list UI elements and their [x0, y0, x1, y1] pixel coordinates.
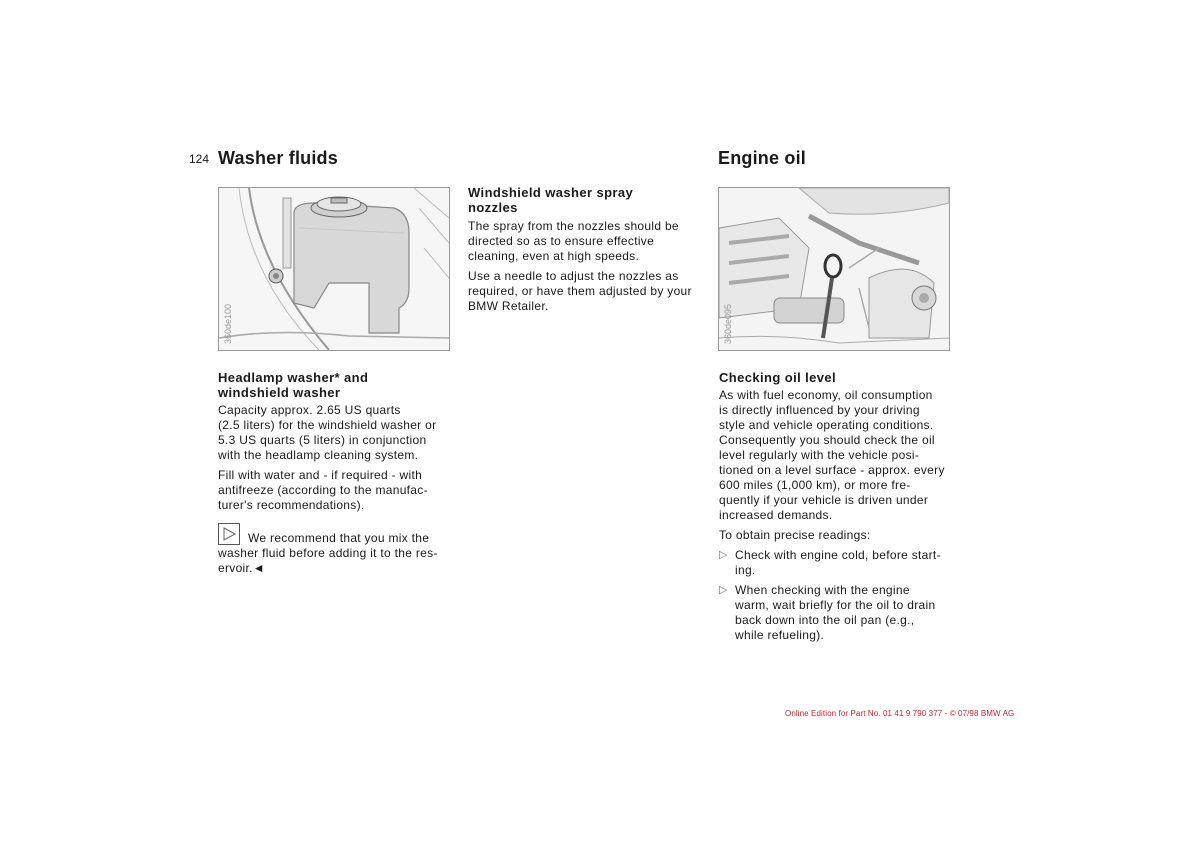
heading-line: Windshield washer spray — [468, 185, 634, 200]
text-line: Consequently you should check the oil — [719, 433, 935, 447]
text-line: Fill with water and - if required - with — [218, 468, 423, 482]
right-column-body — [719, 388, 969, 648]
text-line: with the headlamp cleaning system. — [218, 448, 419, 462]
heading-line: windshield washer — [218, 385, 341, 400]
text-line: ervoir.◄ — [218, 561, 265, 575]
text-line: We recommend that you mix the — [248, 531, 430, 545]
text-line: Capacity approx. 2.65 US quarts — [218, 403, 401, 417]
note-paragraph — [218, 523, 463, 576]
heading-line: nozzles — [468, 200, 518, 215]
note-icon — [218, 523, 240, 545]
text-line: 5.3 US quarts (5 liters) in conjunction — [218, 433, 427, 447]
text-line: quently if your vehicle is driven under — [719, 493, 929, 507]
paragraph-capacity — [218, 403, 463, 463]
heading-headlamp-washer — [218, 370, 368, 400]
text-line: BMW Retailer. — [468, 299, 549, 313]
text-line: while refueling). — [735, 628, 825, 642]
text-line: ing. — [735, 563, 756, 577]
triangle-bullet-icon: ▷ — [719, 584, 728, 596]
text-line: turer's recommendations). — [218, 498, 365, 512]
heading-checking-oil-level: Checking oil level — [719, 370, 837, 385]
text-line: As with fuel economy, oil consumption — [719, 388, 933, 402]
text-line: directed so as to ensure effective — [468, 234, 655, 248]
list-item — [719, 583, 969, 643]
paragraph-precise-readings: To obtain precise readings: — [719, 528, 871, 542]
footer-edition-note: Online Edition for Part No. 01 41 9 790 377 - © 07/98 BMW AG — [785, 709, 1015, 718]
text-line: level regularly with the vehicle posi- — [719, 448, 920, 462]
text-line: 600 miles (1,000 km), or more fre- — [719, 478, 911, 492]
text-line: tioned on a level surface - approx. every — [719, 463, 945, 477]
text-line: antifreeze (according to the manufac- — [218, 483, 428, 497]
text-line: back down into the oil pan (e.g., — [735, 613, 915, 627]
page-number: 124 — [189, 152, 210, 166]
paragraph-spray — [468, 219, 713, 264]
text-line: Use a needle to adjust the nozzles as — [468, 269, 679, 283]
washer-reservoir-illustration — [218, 187, 450, 351]
text-line: required, or have them adjusted by your — [468, 284, 692, 298]
triangle-bullet-icon: ▷ — [719, 549, 728, 561]
paragraph-fill — [218, 468, 463, 513]
page-title-engine-oil: Engine oil — [718, 148, 807, 168]
text-line: cleaning, even at high speeds. — [468, 249, 640, 263]
text-line: increased demands. — [719, 508, 833, 522]
heading-spray-nozzles — [468, 185, 633, 215]
engine-oil-dipstick-illustration — [718, 187, 950, 351]
text-line: warm, wait briefly for the oil to drain — [735, 598, 936, 612]
figure-code-left: 360de100 — [223, 303, 233, 344]
text-line: When checking with the engine — [735, 583, 910, 597]
text-line: is directly influenced by your driving — [719, 403, 920, 417]
middle-column-body — [468, 219, 713, 319]
heading-line: Headlamp washer* and — [218, 370, 369, 385]
text-line: washer fluid before adding it to the res- — [218, 546, 438, 560]
text-line: style and vehicle operating conditions. — [719, 418, 934, 432]
text-line: The spray from the nozzles should be — [468, 219, 679, 233]
text-line: Check with engine cold, before start- — [735, 548, 941, 562]
text-line: (2.5 liters) for the windshield washer or — [218, 418, 437, 432]
paragraph-oil-consumption — [719, 388, 969, 523]
paragraph-adjust — [468, 269, 713, 314]
left-column-body — [218, 403, 463, 581]
page-title-washer-fluids: Washer fluids — [218, 148, 338, 168]
list-item — [719, 548, 969, 578]
figure-code-right: 360de095 — [723, 303, 733, 344]
